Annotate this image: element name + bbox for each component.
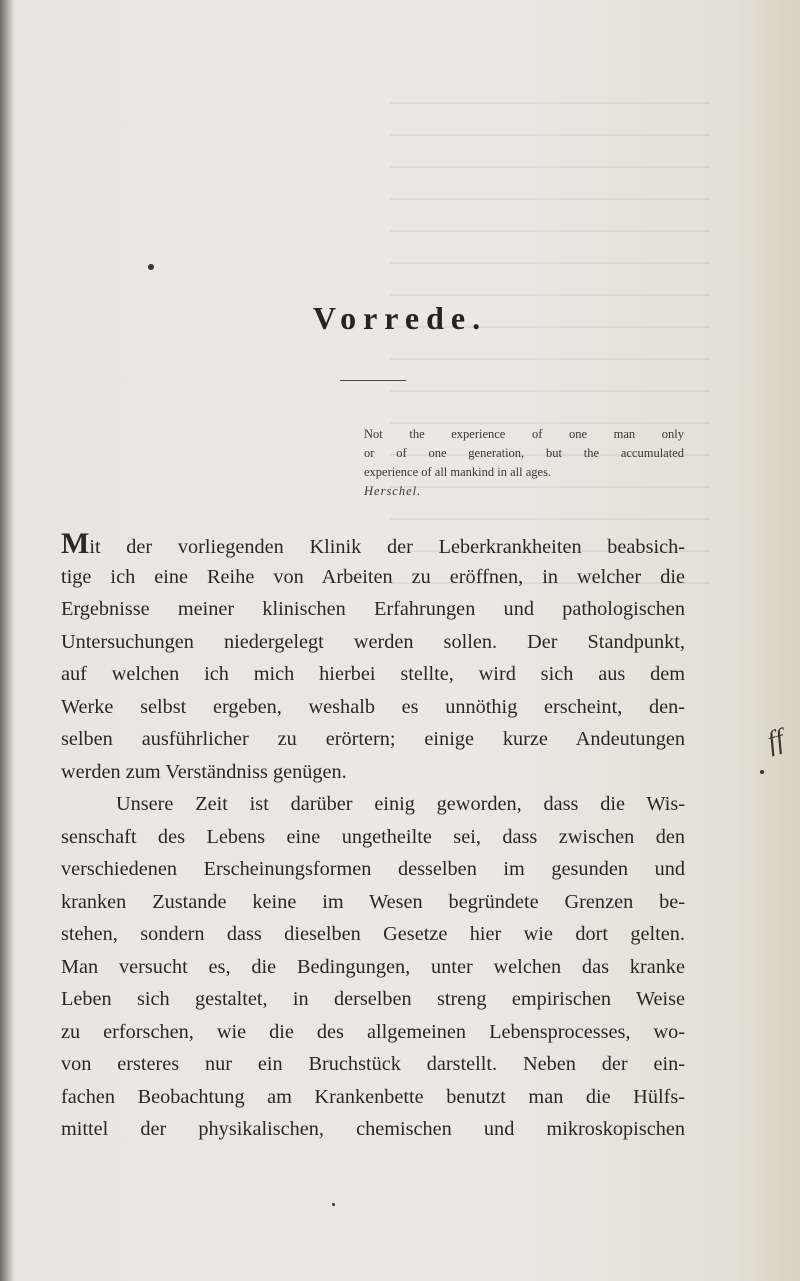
ink-speck [332, 1203, 335, 1206]
bleed-through-texture [390, 80, 710, 600]
binding-shadow [0, 0, 14, 1281]
body-line: zu erforschen, wie die des allgemeinen Lebensprocesses, wo- [61, 1020, 685, 1043]
body-line: selben ausführlicher zu erörtern; einige kurze Andeutungen [61, 728, 685, 750]
page-title: Vorrede. [312, 300, 488, 336]
body-line: Man versucht es, die Bedingungen, unter welchen das kranke [61, 955, 685, 978]
epigraph-line: experience of all mankind in all ages. [364, 465, 552, 479]
epigraph-line: Not the experience of one man only [364, 427, 684, 441]
body-line: senschaft des Lebens eine ungetheilte sei, dass zwischen den [61, 825, 685, 848]
paragraph-1 [61, 561, 685, 789]
body-line: stehen, sondern dass dieselben Gesetze hier wie dort gelten. [61, 923, 685, 945]
body-line: Ergebnisse meiner klinischen Erfahrungen und pathologischen [61, 598, 685, 620]
body-line: auf welchen ich mich hierbei stellte, wird sich aus dem [61, 663, 685, 685]
body-line: kranken Zustande keine im Wesen begründete Grenzen be- [61, 890, 685, 913]
epigraph-quote [364, 425, 684, 482]
body-line: mittel der physikalischen, chemischen und mikroskopischen [61, 1118, 685, 1140]
body-line: verschiedenen Erscheinungsformen desselben im gesunden und [61, 858, 685, 880]
margin-annotation: ff [764, 723, 788, 758]
body-line: Leben sich gestaltet, in derselben streng empirischen Weise [61, 988, 685, 1010]
epigraph [364, 425, 684, 501]
ink-speck [760, 770, 764, 774]
body-line: Untersuchungen niedergelegt werden sollen. Der Standpunkt, [61, 630, 685, 653]
body-line: Werke selbst ergeben, weshalb es unnöthig erscheint, den- [61, 695, 685, 718]
body-line: werden zum Verständniss genügen. [61, 760, 347, 783]
paragraph-2 [61, 788, 685, 1146]
ink-speck [148, 264, 154, 270]
body-line: tige ich eine Reihe von Arbeiten zu eröffnen, in welcher die [61, 565, 685, 588]
epigraph-author: Herschel. [364, 484, 422, 498]
drop-cap: M [61, 527, 90, 560]
epigraph-line: or of one generation, but the accumulated [364, 446, 684, 460]
body-line: fachen Beobachtung am Krankenbette benutzt man die Hülfs- [61, 1085, 685, 1108]
body-line-first [61, 528, 685, 561]
body-line: von ersteres nur ein Bruchstück darstellt. Neben der ein- [61, 1053, 685, 1075]
body-text [61, 528, 685, 1146]
body-line: Unsere Zeit ist darüber einig geworden, dass die Wis- [116, 793, 685, 815]
title-divider [340, 380, 406, 381]
first-line-text: it der vorliegenden Klinik der Leberkrankheiten beabsich- [89, 536, 685, 558]
